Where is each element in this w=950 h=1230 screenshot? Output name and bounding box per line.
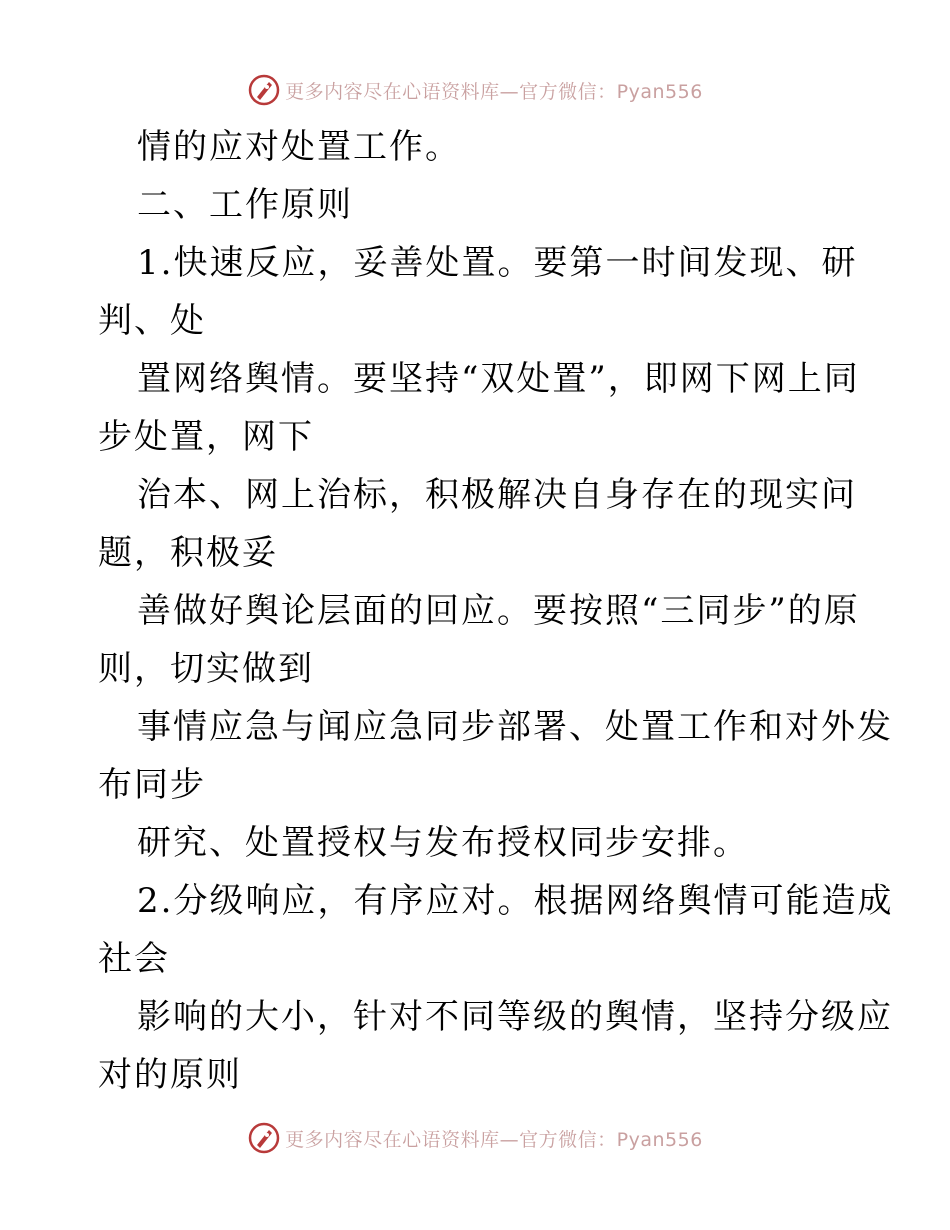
text-line: 研究、处置授权与发布授权同步安排。 bbox=[137, 823, 749, 863]
header-watermark bbox=[0, 70, 950, 110]
text-line: 1.快速反应，妥善处置。要第一时间发现、研 bbox=[137, 243, 858, 283]
text-line: 步处置，网下 bbox=[98, 417, 314, 457]
section-heading: 二、工作原则 bbox=[137, 185, 353, 225]
text-line: 治本、网上治标，积极解决自身存在的现实问 bbox=[137, 475, 857, 515]
text-line: 情的应对处置工作。 bbox=[137, 127, 461, 167]
text-line: 置网络舆情。要坚持“双处置”，即网下网上同 bbox=[137, 359, 860, 399]
text-line: 则，切实做到 bbox=[98, 649, 314, 689]
text-line: 影响的大小，针对不同等级的舆情，坚持分级应 bbox=[137, 997, 893, 1037]
text-line: 善做好舆论层面的回应。要按照“三同步”的原 bbox=[137, 591, 860, 631]
text-line: 判、处 bbox=[98, 301, 206, 341]
text-line: 对的原则 bbox=[98, 1055, 242, 1095]
pen-nib-logo-icon bbox=[247, 1121, 281, 1155]
text-line: 事情应急与闻应急同步部署、处置工作和对外发 bbox=[137, 707, 893, 747]
footer-watermark bbox=[0, 1118, 950, 1158]
text-line: 2.分级响应，有序应对。根据网络舆情可能造成 bbox=[137, 881, 894, 921]
watermark-text: 更多内容尽在心语资料库—官方微信：Pyan556 bbox=[285, 1128, 703, 1151]
text-line: 布同步 bbox=[98, 765, 206, 805]
pen-nib-logo-icon bbox=[247, 73, 281, 107]
text-line: 社会 bbox=[98, 939, 170, 979]
text-line: 题，积极妥 bbox=[98, 533, 278, 573]
watermark-text: 更多内容尽在心语资料库—官方微信：Pyan556 bbox=[285, 80, 703, 103]
